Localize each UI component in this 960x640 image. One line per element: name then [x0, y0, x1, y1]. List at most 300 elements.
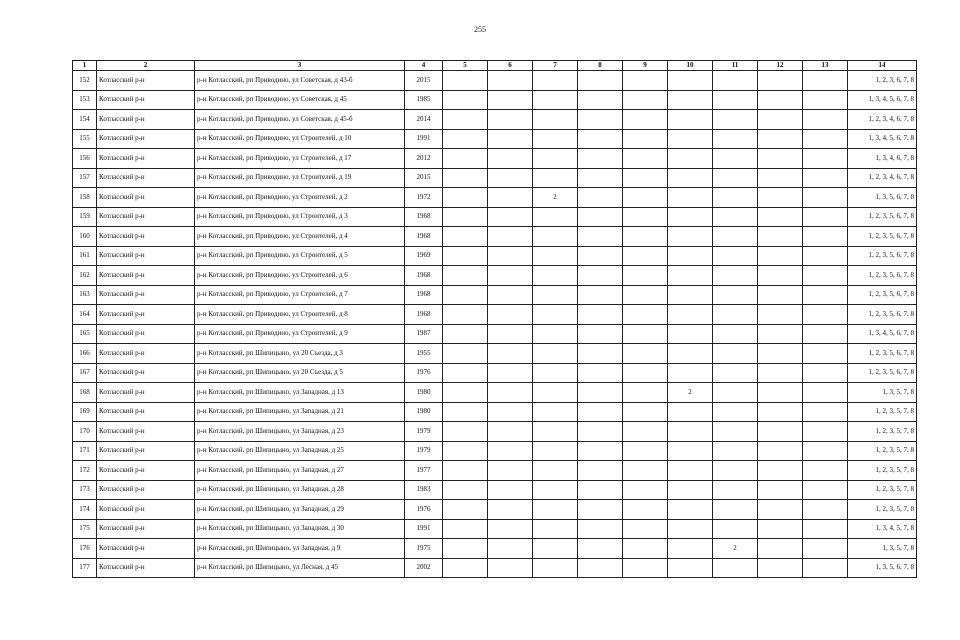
col6-cell [488, 90, 533, 110]
address-cell: р-н Котласский, рп Приводино, ул Строителей, д 2 [195, 188, 405, 208]
row-number: 167 [73, 363, 97, 383]
col9-cell [623, 188, 668, 208]
year-cell: 1979 [405, 441, 443, 461]
col5-cell [443, 558, 488, 578]
row-number: 162 [73, 266, 97, 286]
col10-cell [668, 344, 713, 364]
year-cell: 2014 [405, 110, 443, 130]
col13-cell [803, 519, 848, 539]
year-cell: 1968 [405, 285, 443, 305]
codes-cell: 1, 2, 3, 5, 6, 7, 8 [848, 363, 917, 383]
col8-cell [578, 344, 623, 364]
district-cell: Котласский р-н [97, 500, 195, 520]
col11-cell [713, 129, 758, 149]
col8-cell [578, 110, 623, 130]
col9-cell [623, 168, 668, 188]
address-cell: р-н Котласский, рп Шипицыно, ул Западная, д 21 [195, 402, 405, 422]
address-cell: р-н Котласский, рп Приводино, ул Строителей, д 19 [195, 168, 405, 188]
col9-cell [623, 285, 668, 305]
col13-cell [803, 129, 848, 149]
district-cell: Котласский р-н [97, 168, 195, 188]
table-row [73, 305, 917, 325]
col12-cell [758, 110, 803, 130]
col13-cell [803, 344, 848, 364]
col7-cell [533, 246, 578, 266]
address-cell: р-н Котласский, рп Шипицыно, ул Западная, д 9 [195, 539, 405, 559]
year-cell: 2012 [405, 149, 443, 169]
col12-cell [758, 344, 803, 364]
col7-cell [533, 110, 578, 130]
col5-cell [443, 500, 488, 520]
col6-cell [488, 324, 533, 344]
col13-cell [803, 305, 848, 325]
col5-cell [443, 422, 488, 442]
col10-cell [668, 188, 713, 208]
table-row [73, 500, 917, 520]
year-cell: 1969 [405, 246, 443, 266]
year-cell: 1976 [405, 500, 443, 520]
col9-cell [623, 149, 668, 169]
col9-cell [623, 305, 668, 325]
district-cell: Котласский р-н [97, 402, 195, 422]
col7-cell [533, 500, 578, 520]
district-cell: Котласский р-н [97, 461, 195, 481]
col11-cell [713, 441, 758, 461]
col9-cell [623, 422, 668, 442]
column-header-9: 9 [623, 61, 668, 71]
col12-cell [758, 71, 803, 91]
col13-cell [803, 168, 848, 188]
district-cell: Котласский р-н [97, 480, 195, 500]
col12-cell [758, 246, 803, 266]
address-cell: р-н Котласский, рп Приводино, ул Строителей, д 9 [195, 324, 405, 344]
year-cell: 1979 [405, 422, 443, 442]
col5-cell [443, 207, 488, 227]
district-cell: Котласский р-н [97, 110, 195, 130]
district-cell: Котласский р-н [97, 519, 195, 539]
codes-cell: 1, 2, 3, 5, 7, 8 [848, 461, 917, 481]
col8-cell [578, 441, 623, 461]
column-header-2: 2 [97, 61, 195, 71]
col11-cell [713, 168, 758, 188]
col10-cell [668, 363, 713, 383]
year-cell: 2002 [405, 558, 443, 578]
col10-cell [668, 461, 713, 481]
address-cell: р-н Котласский, рп Шипицыно, ул 20 Съезда, д 5 [195, 363, 405, 383]
row-number: 156 [73, 149, 97, 169]
col10-cell [668, 110, 713, 130]
table-row [73, 441, 917, 461]
col11-cell [713, 266, 758, 286]
col8-cell [578, 246, 623, 266]
row-number: 172 [73, 461, 97, 481]
col12-cell [758, 168, 803, 188]
col11-cell [713, 461, 758, 481]
row-number: 159 [73, 207, 97, 227]
col12-cell [758, 500, 803, 520]
col9-cell [623, 402, 668, 422]
col13-cell [803, 383, 848, 403]
district-cell: Котласский р-н [97, 71, 195, 91]
col11-cell: 2 [713, 539, 758, 559]
district-cell: Котласский р-н [97, 149, 195, 169]
col9-cell [623, 558, 668, 578]
col9-cell [623, 363, 668, 383]
row-number: 152 [73, 71, 97, 91]
table-row [73, 344, 917, 364]
year-cell: 2015 [405, 168, 443, 188]
col10-cell [668, 207, 713, 227]
column-header-5: 5 [443, 61, 488, 71]
col6-cell [488, 266, 533, 286]
district-cell: Котласский р-н [97, 539, 195, 559]
col10-cell: 2 [668, 383, 713, 403]
codes-cell: 1, 3, 4, 5, 6, 7, 8 [848, 324, 917, 344]
address-cell: р-н Котласский, рп Шипицыно, ул Западная, д 30 [195, 519, 405, 539]
col7-cell [533, 285, 578, 305]
address-cell: р-н Котласский, рп Приводино, ул Строителей, д 3 [195, 207, 405, 227]
col11-cell [713, 383, 758, 403]
col10-cell [668, 149, 713, 169]
codes-cell: 1, 3, 4, 5, 6, 7, 8 [848, 129, 917, 149]
col6-cell [488, 110, 533, 130]
col6-cell [488, 441, 533, 461]
year-cell: 1968 [405, 227, 443, 247]
col9-cell [623, 539, 668, 559]
year-cell: 2015 [405, 71, 443, 91]
district-cell: Котласский р-н [97, 363, 195, 383]
row-number: 173 [73, 480, 97, 500]
col7-cell [533, 539, 578, 559]
col7-cell [533, 168, 578, 188]
address-cell: р-н Котласский, рп Приводино, ул Строителей, д 5 [195, 246, 405, 266]
column-header-14: 14 [848, 61, 917, 71]
col7-cell [533, 461, 578, 481]
year-cell: 1972 [405, 188, 443, 208]
address-cell: р-н Котласский, рп Приводино, ул Строителей, д 4 [195, 227, 405, 247]
col13-cell [803, 480, 848, 500]
address-cell: р-н Котласский, рп Шипицыно, ул Лесная, д 45 [195, 558, 405, 578]
col7-cell [533, 402, 578, 422]
col9-cell [623, 227, 668, 247]
year-cell: 1976 [405, 363, 443, 383]
column-header-13: 13 [803, 61, 848, 71]
column-header-12: 12 [758, 61, 803, 71]
table-row [73, 480, 917, 500]
col5-cell [443, 168, 488, 188]
district-cell: Котласский р-н [97, 285, 195, 305]
col13-cell [803, 461, 848, 481]
col13-cell [803, 149, 848, 169]
year-cell: 1991 [405, 129, 443, 149]
col11-cell [713, 558, 758, 578]
codes-cell: 1, 3, 5, 7, 8 [848, 383, 917, 403]
col9-cell [623, 500, 668, 520]
page-number: 255 [474, 25, 486, 34]
col6-cell [488, 539, 533, 559]
col8-cell [578, 266, 623, 286]
year-cell: 1968 [405, 305, 443, 325]
col10-cell [668, 90, 713, 110]
col11-cell [713, 188, 758, 208]
address-cell: р-н Котласский, рп Шипицыно, ул Западная, д 29 [195, 500, 405, 520]
col11-cell [713, 422, 758, 442]
col11-cell [713, 207, 758, 227]
address-cell: р-н Котласский, рп Приводино, ул Строителей, д 10 [195, 129, 405, 149]
col6-cell [488, 363, 533, 383]
district-cell: Котласский р-н [97, 441, 195, 461]
col8-cell [578, 227, 623, 247]
row-number: 164 [73, 305, 97, 325]
col11-cell [713, 305, 758, 325]
col7-cell [533, 207, 578, 227]
codes-cell: 1, 2, 3, 5, 7, 8 [848, 480, 917, 500]
row-number: 166 [73, 344, 97, 364]
col7-cell [533, 383, 578, 403]
table-row [73, 227, 917, 247]
address-cell: р-н Котласский, рп Шипицыно, ул Западная, д 28 [195, 480, 405, 500]
col12-cell [758, 383, 803, 403]
col10-cell [668, 441, 713, 461]
codes-cell: 1, 3, 5, 7, 8 [848, 539, 917, 559]
col11-cell [713, 402, 758, 422]
row-number: 154 [73, 110, 97, 130]
table-row [73, 383, 917, 403]
col5-cell [443, 71, 488, 91]
col13-cell [803, 539, 848, 559]
col7-cell [533, 149, 578, 169]
codes-cell: 1, 2, 3, 6, 7, 8 [848, 71, 917, 91]
district-cell: Котласский р-н [97, 129, 195, 149]
col8-cell [578, 324, 623, 344]
col12-cell [758, 539, 803, 559]
col11-cell [713, 344, 758, 364]
col5-cell [443, 383, 488, 403]
col6-cell [488, 129, 533, 149]
col6-cell [488, 383, 533, 403]
table-row [73, 110, 917, 130]
col9-cell [623, 129, 668, 149]
col10-cell [668, 402, 713, 422]
col6-cell [488, 285, 533, 305]
col6-cell [488, 480, 533, 500]
codes-cell: 1, 3, 5, 6, 7, 8 [848, 558, 917, 578]
address-cell: р-н Котласский, рп Приводино, ул Советская, д 45-б [195, 110, 405, 130]
col5-cell [443, 519, 488, 539]
table-row [73, 90, 917, 110]
col8-cell [578, 149, 623, 169]
col6-cell [488, 246, 533, 266]
year-cell: 1955 [405, 344, 443, 364]
col10-cell [668, 500, 713, 520]
codes-cell: 1, 2, 3, 5, 7, 8 [848, 500, 917, 520]
table-row [73, 461, 917, 481]
address-cell: р-н Котласский, рп Приводино, ул Строителей, д 17 [195, 149, 405, 169]
col9-cell [623, 207, 668, 227]
column-header-10: 10 [668, 61, 713, 71]
col10-cell [668, 246, 713, 266]
codes-cell: 1, 2, 3, 5, 6, 7, 8 [848, 207, 917, 227]
col8-cell [578, 383, 623, 403]
table-row [73, 149, 917, 169]
address-cell: р-н Котласский, рп Шипицыно, ул Западная, д 25 [195, 441, 405, 461]
col6-cell [488, 402, 533, 422]
col9-cell [623, 90, 668, 110]
col7-cell [533, 90, 578, 110]
col11-cell [713, 71, 758, 91]
row-number: 153 [73, 90, 97, 110]
col5-cell [443, 539, 488, 559]
col8-cell [578, 363, 623, 383]
col11-cell [713, 149, 758, 169]
table-header [73, 61, 917, 71]
address-cell: р-н Котласский, рп Шипицыно, ул 20 Съезда, д 3 [195, 344, 405, 364]
col10-cell [668, 305, 713, 325]
codes-cell: 1, 2, 3, 5, 6, 7, 8 [848, 246, 917, 266]
col7-cell [533, 266, 578, 286]
col10-cell [668, 480, 713, 500]
col10-cell [668, 558, 713, 578]
codes-cell: 1, 2, 3, 5, 7, 8 [848, 422, 917, 442]
col6-cell [488, 500, 533, 520]
col8-cell [578, 422, 623, 442]
col13-cell [803, 324, 848, 344]
col10-cell [668, 129, 713, 149]
district-cell: Котласский р-н [97, 207, 195, 227]
col8-cell [578, 90, 623, 110]
table-row [73, 246, 917, 266]
col13-cell [803, 188, 848, 208]
col5-cell [443, 266, 488, 286]
table-row [73, 207, 917, 227]
codes-cell: 1, 2, 3, 5, 6, 7, 8 [848, 227, 917, 247]
col12-cell [758, 129, 803, 149]
col13-cell [803, 227, 848, 247]
table-row [73, 422, 917, 442]
col6-cell [488, 188, 533, 208]
district-cell: Котласский р-н [97, 558, 195, 578]
address-cell: р-н Котласский, рп Приводино, ул Советская, д 45 [195, 90, 405, 110]
row-number: 177 [73, 558, 97, 578]
address-cell: р-н Котласский, рп Приводино, ул Строителей, д 7 [195, 285, 405, 305]
col7-cell [533, 363, 578, 383]
col6-cell [488, 519, 533, 539]
col10-cell [668, 168, 713, 188]
col5-cell [443, 110, 488, 130]
col9-cell [623, 383, 668, 403]
year-cell: 1985 [405, 90, 443, 110]
table-row [73, 266, 917, 286]
col13-cell [803, 71, 848, 91]
col7-cell: 2 [533, 188, 578, 208]
address-cell: р-н Котласский, рп Шипицыно, ул Западная, д 13 [195, 383, 405, 403]
table-row [73, 129, 917, 149]
district-cell: Котласский р-н [97, 324, 195, 344]
col10-cell [668, 422, 713, 442]
row-number: 175 [73, 519, 97, 539]
col12-cell [758, 227, 803, 247]
codes-cell: 1, 2, 3, 4, 6, 7, 8 [848, 110, 917, 130]
col12-cell [758, 305, 803, 325]
year-cell: 1987 [405, 324, 443, 344]
col13-cell [803, 500, 848, 520]
district-cell: Котласский р-н [97, 246, 195, 266]
col12-cell [758, 285, 803, 305]
year-cell: 1975 [405, 539, 443, 559]
col9-cell [623, 324, 668, 344]
col12-cell [758, 558, 803, 578]
address-cell: р-н Котласский, рп Шипицыно, ул Западная, д 27 [195, 461, 405, 481]
row-number: 171 [73, 441, 97, 461]
column-header-11: 11 [713, 61, 758, 71]
col11-cell [713, 246, 758, 266]
col9-cell [623, 246, 668, 266]
row-number: 170 [73, 422, 97, 442]
codes-cell: 1, 2, 3, 5, 7, 8 [848, 441, 917, 461]
col11-cell [713, 110, 758, 130]
row-number: 169 [73, 402, 97, 422]
col5-cell [443, 90, 488, 110]
col6-cell [488, 227, 533, 247]
address-cell: р-н Котласский, рп Шипицыно, ул Западная, д 23 [195, 422, 405, 442]
col12-cell [758, 441, 803, 461]
table-row [73, 539, 917, 559]
row-number: 165 [73, 324, 97, 344]
col6-cell [488, 149, 533, 169]
codes-cell: 1, 3, 4, 5, 7, 8 [848, 519, 917, 539]
row-number: 168 [73, 383, 97, 403]
table-row [73, 71, 917, 91]
col5-cell [443, 344, 488, 364]
table-row [73, 519, 917, 539]
year-cell: 1980 [405, 383, 443, 403]
district-cell: Котласский р-н [97, 383, 195, 403]
district-cell: Котласский р-н [97, 188, 195, 208]
col13-cell [803, 110, 848, 130]
col13-cell [803, 422, 848, 442]
col7-cell [533, 519, 578, 539]
table-row [73, 168, 917, 188]
address-cell: р-н Котласский, рп Приводино, ул Советская, д 43-б [195, 71, 405, 91]
col7-cell [533, 71, 578, 91]
col12-cell [758, 519, 803, 539]
col12-cell [758, 207, 803, 227]
col8-cell [578, 285, 623, 305]
col12-cell [758, 363, 803, 383]
col6-cell [488, 422, 533, 442]
col9-cell [623, 480, 668, 500]
column-header-8: 8 [578, 61, 623, 71]
col7-cell [533, 227, 578, 247]
codes-cell: 1, 2, 3, 5, 6, 7, 8 [848, 305, 917, 325]
col5-cell [443, 324, 488, 344]
table-row [73, 188, 917, 208]
col5-cell [443, 149, 488, 169]
col5-cell [443, 246, 488, 266]
col10-cell [668, 285, 713, 305]
col7-cell [533, 480, 578, 500]
col13-cell [803, 363, 848, 383]
col11-cell [713, 363, 758, 383]
col9-cell [623, 519, 668, 539]
col10-cell [668, 324, 713, 344]
district-cell: Котласский р-н [97, 305, 195, 325]
col11-cell [713, 500, 758, 520]
col6-cell [488, 207, 533, 227]
col12-cell [758, 422, 803, 442]
col12-cell [758, 324, 803, 344]
header-row [73, 61, 917, 71]
